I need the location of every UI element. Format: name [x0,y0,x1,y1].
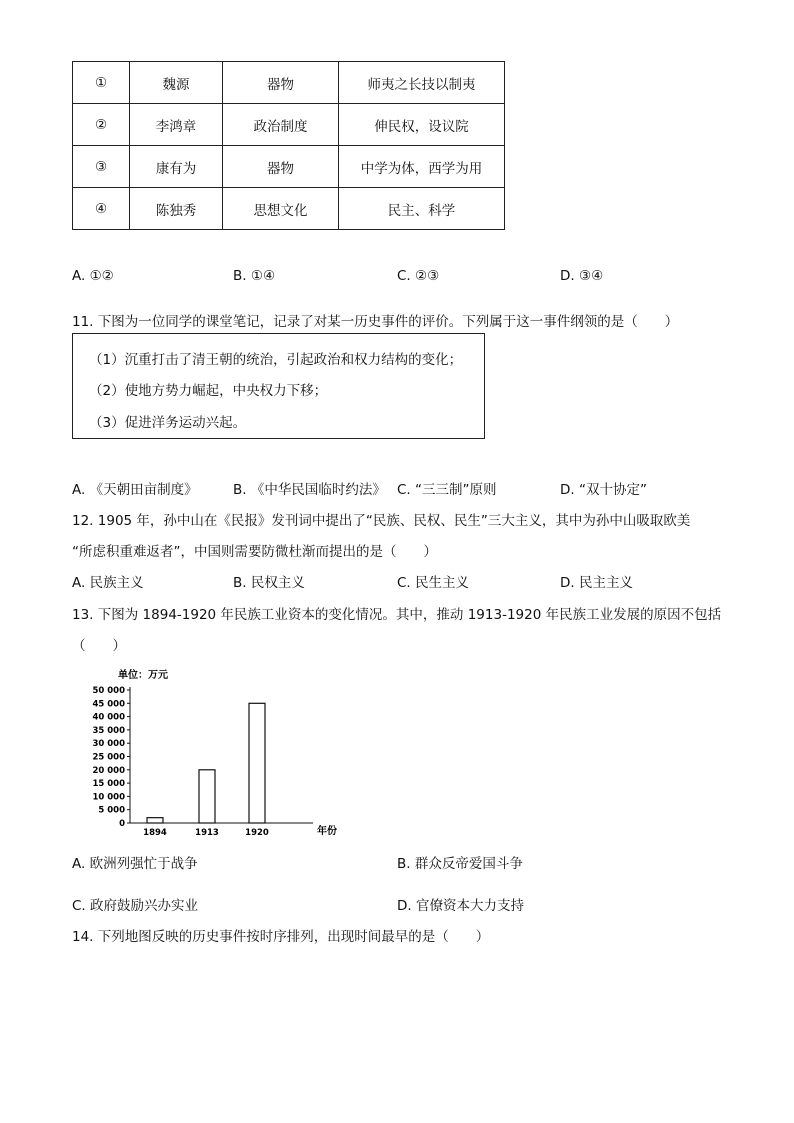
y-tick-label: 50 000 [92,686,125,696]
q13-option-c[interactable]: C. 政府鼓励兴办实业 [72,898,199,914]
q10-option-d[interactable]: D. ③④ [560,268,604,284]
y-tick-label: 0 [119,819,125,829]
chart-unit-label: 单位：万元 [118,670,168,681]
table-row [73,62,505,104]
table-cell: ② [73,104,130,146]
q10-option-a[interactable]: A. ①② [72,268,114,284]
note-line-1: （1）沉重打击了清王朝的统治，引起政治和权力结构的变化； [89,352,463,368]
table-cell: 魏源 [130,62,223,104]
bar-1920 [249,703,265,823]
note-line-3: （3）促进洋务运动兴起。 [89,415,247,431]
q12-option-c[interactable]: C. 民生主义 [397,575,470,591]
table-cell: 康有为 [130,146,223,188]
table-cell: 陈独秀 [130,188,223,230]
y-tick-label: 10 000 [92,792,125,803]
y-tick-label: 25 000 [92,752,125,763]
table-cell: ③ [73,146,130,188]
table-cell: 政治制度 [223,104,339,146]
table-cell: 器物 [223,62,339,104]
q11-option-d[interactable]: D. “双十协定” [560,482,647,498]
table-row [73,104,505,146]
note-line-2: （2）使地方势力崛起，中央权力下移； [89,383,328,399]
q13-option-b[interactable]: B. 群众反帝爱国斗争 [397,856,523,872]
q14-stem: 14. 下列地图反映的历史事件按时序排列，出现时间最早的是（ ） [72,929,490,945]
y-tick-label: 20 000 [92,765,125,776]
table-cell: 中学为体，西学为用 [339,146,505,188]
q12-stem-line-2: “所虑积重难返者”，中国则需要防微杜渐而提出的是（ ） [72,544,437,560]
table-cell: 器物 [223,146,339,188]
table-cell: 伸民权，设议院 [339,104,505,146]
q10-option-b[interactable]: B. ①④ [233,268,276,284]
y-tick-label: 30 000 [92,739,125,750]
q12-stem-line-1: 12. 1905 年，孙中山在《民报》发刊词中提出了“民族、民权、民生”三大主义，其中为孙中山吸取欧美 [72,513,691,529]
q11-option-b[interactable]: B. 《中华民国临时约法》 [233,482,386,498]
q11-stem: 11. 下图为一位同学的课堂笔记，记录了对某一历史事件的评价。下列属于这一事件纲领的是（ ） [72,314,679,330]
q11-option-c[interactable]: C. “三三制”原则 [397,482,497,498]
x-tick-label: 1920 [245,828,269,838]
x-tick-label: 1913 [195,828,219,838]
comparison-table [72,61,505,230]
table-cell: 民主、科学 [339,188,505,230]
q13-option-a[interactable]: A. 欧洲列强忙于战争 [72,856,198,872]
y-tick-label: 40 000 [92,712,125,723]
q13-option-d[interactable]: D. 官僚资本大力支持 [397,898,524,914]
table-cell: 师夷之长技以制夷 [339,62,505,104]
bar-1894 [147,818,163,823]
table-row [73,188,505,230]
chart-xaxis-label: 年份 [317,826,337,837]
capital-bar-chart [85,662,355,840]
q12-option-d[interactable]: D. 民主主义 [560,575,633,591]
table-cell: 思想文化 [223,188,339,230]
q12-option-b[interactable]: B. 民权主义 [233,575,305,591]
y-tick-label: 35 000 [92,725,125,736]
q13-stem-line-2: （ ） [72,638,126,654]
q11-option-a[interactable]: A. 《天朝田亩制度》 [72,482,198,498]
table-cell: ① [73,62,130,104]
class-notes-box [72,333,485,439]
table-row [73,146,505,188]
x-tick-label: 1894 [143,828,167,838]
q13-stem-line-1: 13. 下图为 1894-1920 年民族工业资本的变化情况。其中，推动 1913-1920 年民族工业发展的原因不包括 [72,607,722,623]
q10-option-c[interactable]: C. ②③ [397,268,440,284]
y-tick-label: 5 000 [98,805,125,816]
table-cell: ④ [73,188,130,230]
bar-1913 [199,770,215,823]
y-tick-label: 45 000 [92,699,125,710]
table-cell: 李鸿章 [130,104,223,146]
q12-option-a[interactable]: A. 民族主义 [72,575,144,591]
y-tick-label: 15 000 [92,779,125,790]
